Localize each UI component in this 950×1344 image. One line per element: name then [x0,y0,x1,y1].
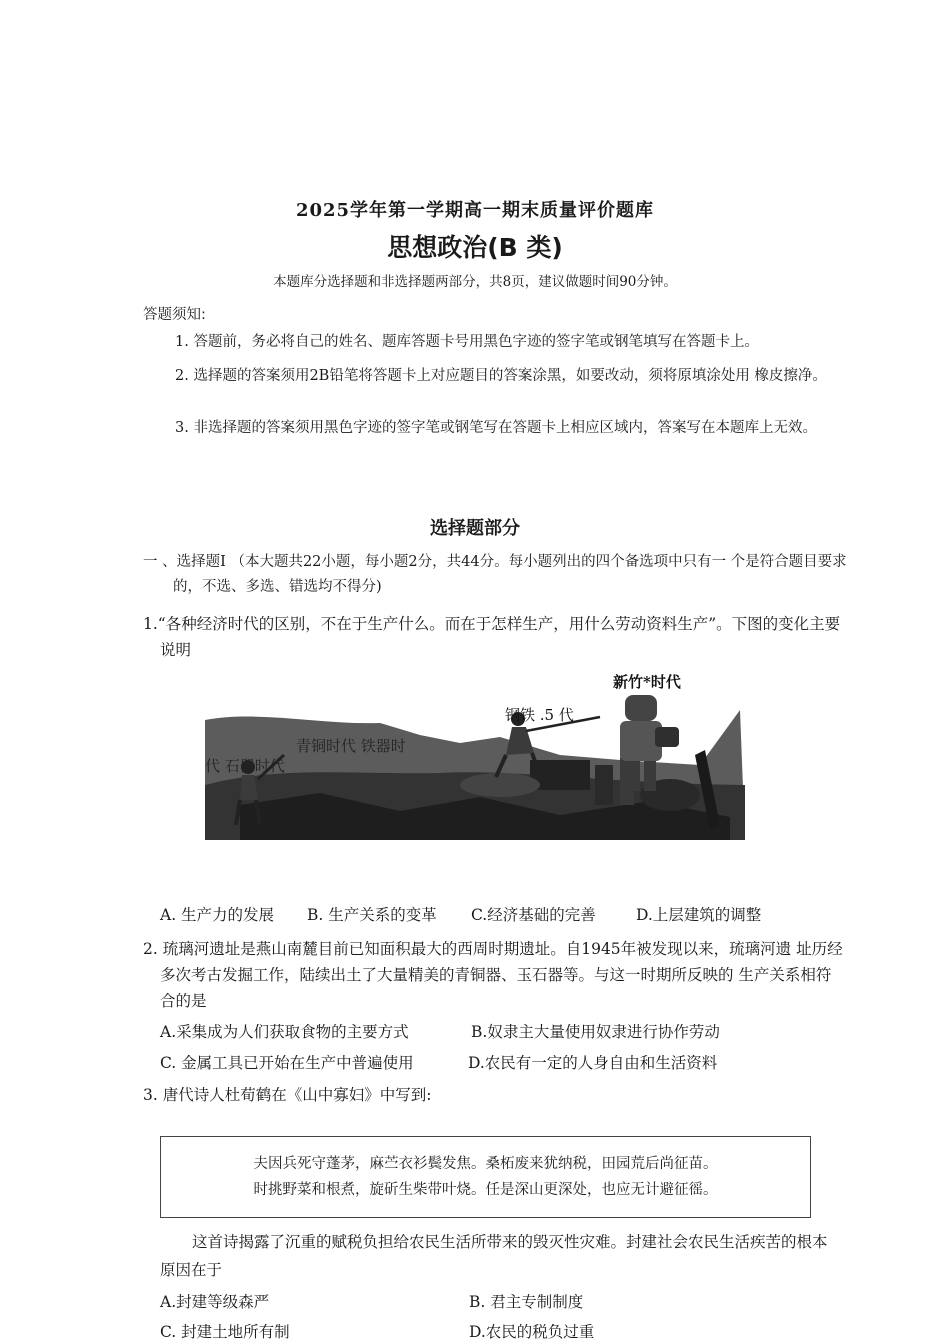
subject-title: 思想政治(B 类) [387,233,563,262]
poem-line-1: 夫因兵死守蓬茅，麻苎衣衫鬓发焦。桑柘废来犹纳税，田园荒后尚征苗。 [253,1156,718,1172]
notice-item-3: 3. 非选择题的答案须用黑色字迹的签字笔或钢笔写在答题卡上相应区域内，答案写在本题库上无效。 [175,420,817,436]
tools-evolution-cartoon [200,665,750,845]
question-2-stem: 2. 琉璃河遗址是燕山南麓目前已知面积最大的西周时期遗址。自1945年被发现以来，琉璃河遗 址历经多次考古发掘工作，陆续出土了大量精美的青铜器、玉石器等。与这一时期所反映的 生产关系相符合的是 [143,940,843,1010]
poem-line-2: 时挑野菜和根煮，旋斫生柴带叶烧。任是深山更深处，也应无计避征徭。 [253,1182,718,1198]
q3-option-b: B. 君主专制制度 [469,1293,584,1311]
q3-option-a: A.封建等级森严 [160,1293,270,1311]
q2-option-b: B.奴隶主大量使用奴隶进行协作劳动 [471,1023,720,1041]
notice-item-2: 2. 选择题的答案须用2B铅笔将答题卡上对应题目的答案涂黑，如要改动，须将原填涂处用 橡皮擦净。 [175,368,827,384]
question-3-stem: 3. 唐代诗人杜荀鹤在《山中寡妇》中写到: [143,1086,432,1104]
q3-option-c: C. 封建土地所有制 [160,1323,290,1341]
q3-option-d: D.农民的税负过重 [469,1323,595,1341]
notice-heading: 答题须知: [143,307,206,323]
q1-option-c: C.经济基础的完善 [471,906,596,924]
question-3-follow: 这首诗揭露了沉重的赋税负担给农民生活所带来的毁灭性灾难。封建社会农民生活疾苦的根本原因在于 [160,1233,828,1279]
q2-option-c: C. 金属工具已开始在生产中普遍使用 [160,1054,414,1072]
q1-option-d: D.上层建筑的调整 [636,906,762,924]
caption-bronze-iron: 青铜时代 铁器时 [296,737,406,755]
poem-box [160,1136,811,1218]
q1-option-b: B. 生产关系的变革 [307,906,437,924]
q2-option-d: D.农民有一定的人身自由和生活资料 [468,1054,718,1072]
notice-item-1: 1. 答题前，务必将自己的姓名、题库答题卡号用黑色字迹的签字笔或钢笔填写在答题卡上。 [175,334,759,350]
question-1-stem: 1.“各种经济时代的区别，不在于生产什么。而在于怎样生产，用什么劳动资料生产”。下图的变化主要说明 [143,615,841,659]
caption-stone: 代 石器时代 [205,757,285,775]
q1-option-a: A. 生产力的发展 [160,906,275,924]
exam-intro: 本题库分选择题和非选择题两部分，共8页，建议做题时间90分钟。 [273,274,677,290]
exam-title: 2025学年第一学期高一期末质量评价题库 [295,200,655,221]
q2-option-a: A.采集成为人们获取食物的主要方式 [160,1023,409,1041]
section-title: 选择题部分 [430,518,520,539]
caption-steel: 钢铁 .5 代 [505,706,574,724]
part-heading: 一 、选择题Ⅰ （本大题共22小题，每小题2分，共44分。每小题列出的四个备选项中只有一 个是符合题目要求的，不选、多选、错选均不得分) [143,554,847,595]
caption-new-era: 新竹*时代 [613,673,681,691]
